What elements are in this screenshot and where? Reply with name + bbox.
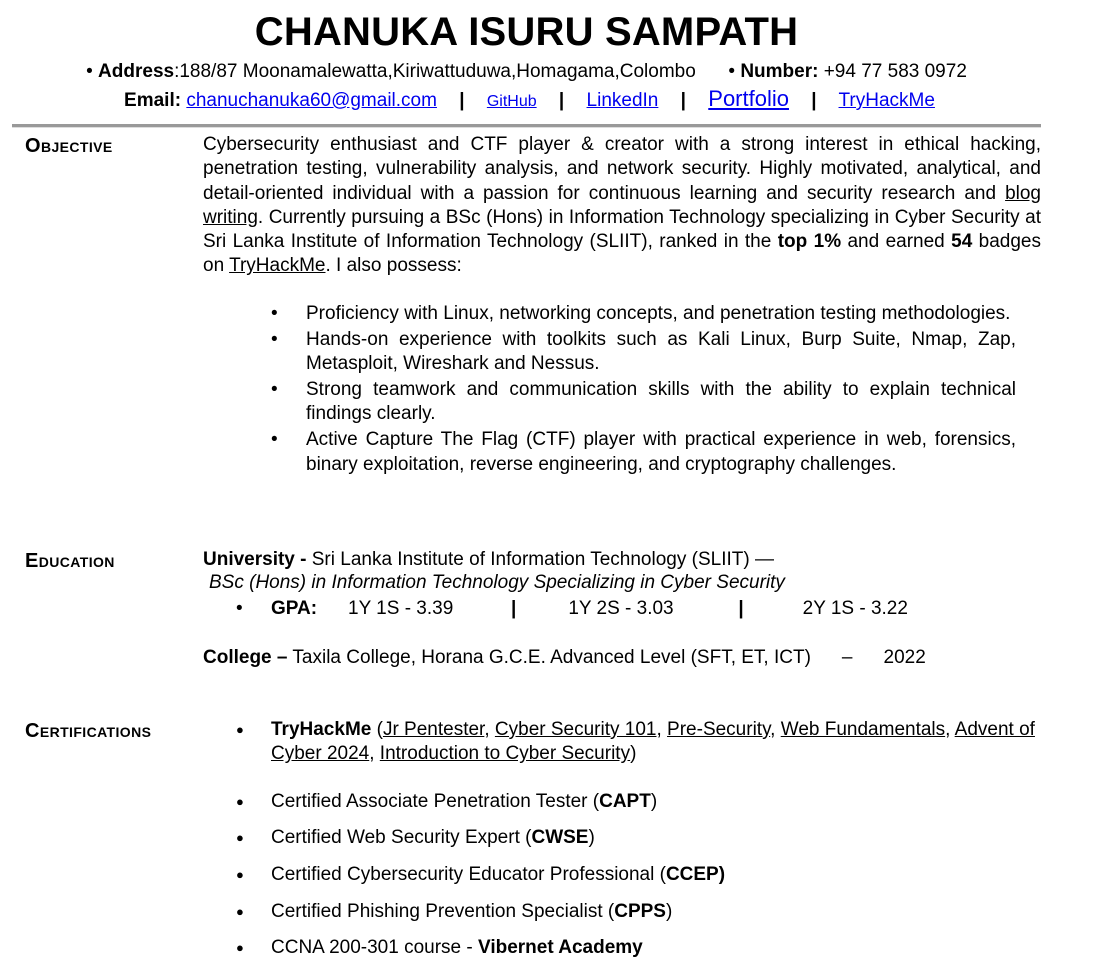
separator: |	[738, 598, 744, 619]
address-value: :188/87 Moonamalewatta,Kiriwattuduwa,Homagama,Colombo	[174, 61, 696, 82]
comma: ,	[484, 719, 495, 740]
cert-abbr: CAPT	[599, 790, 651, 812]
cert-tail: )	[665, 900, 673, 922]
linkedin-link[interactable]: LinkedIn	[586, 90, 659, 111]
cert-path-link[interactable]: Advent of Cyber 2024	[271, 719, 1035, 765]
degree-line: BSc (Hons) in Information Technology Specializing in Cyber Security	[209, 572, 785, 593]
separator: |	[511, 598, 517, 619]
gpa-value: 1Y 2S - 3.03	[568, 598, 674, 619]
separator: |	[459, 90, 465, 111]
education-heading: Education	[25, 550, 115, 572]
header-divider	[12, 124, 1041, 128]
list-item	[236, 936, 1041, 960]
paren: )	[630, 743, 637, 765]
comma: ,	[770, 719, 781, 740]
university-label: University -	[203, 549, 307, 570]
cert-name: Certified Web Security Expert (	[271, 827, 532, 849]
blog-writing-link[interactable]: blog writing	[203, 182, 1041, 228]
list-item	[236, 790, 1041, 814]
college-value: Taxila College, Horana G.C.E. Advanced Level (SFT, ET, ICT)	[287, 647, 811, 668]
comma: ,	[656, 719, 668, 740]
objective-text-part: Cybersecurity enthusiast and CTF player & creator with a strong interest in ethical hacking, penetration testing, vulnerability analysis, and network security. Highly motivated, analytical, and detail-oriented individual with a passion for continuous learning and security research and	[203, 134, 1041, 204]
gpa-value: 2Y 1S - 3.22	[802, 598, 908, 619]
objective-paragraph	[203, 133, 1041, 279]
cert-name: Certified Phishing Prevention Specialist (	[271, 900, 615, 922]
cert-name: CCNA 200-301 course -	[271, 937, 478, 959]
cert-tail: )	[588, 827, 595, 849]
list-item	[236, 718, 1041, 767]
number-bullet: •	[728, 61, 736, 82]
cert-abbr: CPPS	[614, 900, 666, 922]
objective-text-part: . I also possess:	[325, 255, 462, 277]
cert-path-link[interactable]: Web Fundamentals	[780, 719, 946, 740]
certifications-heading: Certifications	[25, 720, 152, 742]
college-line	[203, 646, 926, 670]
email-link[interactable]: chanuchanuka60@gmail.com	[186, 90, 437, 111]
university-line	[203, 548, 1063, 572]
list-item	[236, 863, 1041, 887]
college-year: 2022	[883, 647, 926, 668]
cert-name: Certified Cybersecurity Educator Professional (	[271, 863, 666, 885]
tryhackme-link[interactable]: TryHackMe	[838, 90, 935, 111]
github-link[interactable]: GitHub	[486, 93, 537, 110]
cert-path-link[interactable]: Introduction to Cyber Security	[379, 743, 631, 765]
list-item	[236, 826, 1041, 850]
cert-abbr: Vibernet Academy	[478, 937, 643, 959]
list-item	[236, 900, 1041, 924]
contact-line-address	[0, 61, 1053, 83]
email-label: Email:	[124, 90, 182, 111]
objective-text-part: badges on	[203, 231, 1041, 277]
badge-count: 54	[951, 231, 973, 253]
cert-path-link[interactable]: Pre-Security	[667, 719, 771, 740]
objective-heading: Objective	[25, 135, 113, 157]
gpa-value: 1Y 1S - 3.39	[348, 598, 454, 619]
university-value: Sri Lanka Institute of Information Technology (SLIIT) —	[306, 549, 774, 570]
cert-path-link[interactable]: Cyber Security 101	[494, 719, 657, 740]
gpa-line	[236, 598, 908, 620]
comma: ,	[945, 719, 955, 740]
candidate-name: CHANUKA ISURU SAMPATH	[254, 10, 799, 54]
cert-abbr: CWSE	[531, 827, 589, 849]
tryhackme-label: TryHackMe	[271, 719, 372, 740]
contact-line-links	[0, 86, 1059, 112]
cert-path-link[interactable]: Jr Pentester	[382, 719, 485, 740]
tryhackme-profile-link[interactable]: TryHackMe	[229, 255, 326, 277]
list-item: • Strong teamwork and communication skills with the ability to explain technical findings clearly.	[271, 378, 1016, 427]
cert-abbr: CCEP)	[665, 863, 726, 885]
comma: ,	[369, 743, 380, 765]
college-dash: –	[841, 647, 853, 668]
paren: (	[371, 719, 383, 740]
objective-text-part: and earned	[841, 231, 952, 253]
list-item: • Proficiency with Linux, networking concepts, and penetration testing methodologies.	[271, 302, 1016, 327]
gpa-bullet: •	[236, 598, 243, 619]
number-value: +94 77 583 0972	[818, 61, 967, 82]
rank-value: top 1%	[777, 231, 842, 253]
address-bullet: •	[86, 61, 93, 82]
list-item: • Active Capture The Flag (CTF) player with practical experience in web, forensics, binary exploitation, reverse engineering, and cryptography challenges.	[271, 428, 1016, 477]
separator: |	[558, 90, 565, 111]
number-label: Number:	[740, 61, 819, 82]
cert-tail: )	[650, 790, 658, 812]
list-item: • Hands-on experience with toolkits such as Kali Linux, Burp Suite, Nmap, Zap, Metasploit, Wireshark and Nessus.	[271, 328, 1016, 377]
separator: |	[680, 90, 686, 111]
college-label: College –	[203, 647, 288, 668]
cert-name: Certified Associate Penetration Tester (	[271, 790, 600, 812]
portfolio-link[interactable]: Portfolio	[708, 86, 789, 111]
separator: |	[811, 90, 817, 111]
gpa-label: GPA:	[271, 598, 318, 619]
objective-text-part: . Currently pursuing a BSc (Hons) in Information Technology specializing in Cyber Security at Sri Lanka Institute of Information Technology (SLIIT), ranked in the	[203, 206, 1041, 253]
skills-list	[271, 302, 1016, 478]
address-label: Address	[98, 61, 175, 82]
certifications-list	[236, 718, 1041, 973]
